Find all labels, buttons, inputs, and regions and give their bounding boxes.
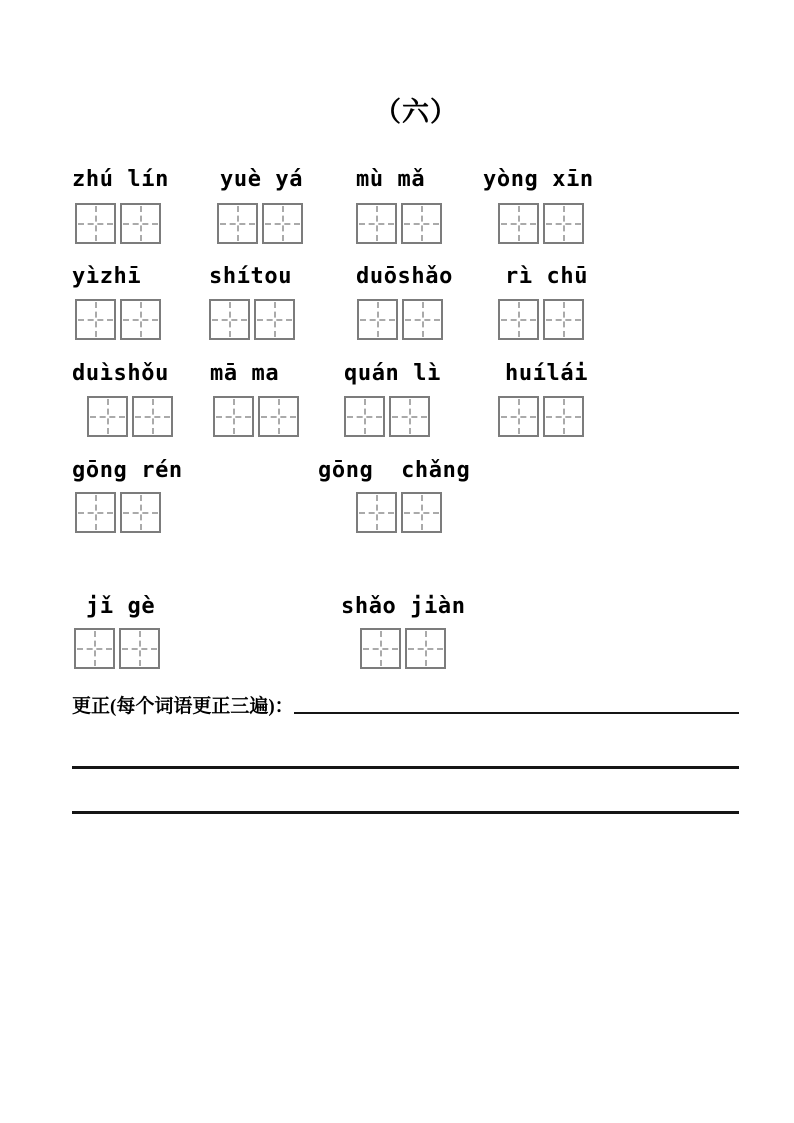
writing-box: [498, 203, 539, 244]
correction-label: 更正(每个词语更正三遍)：: [72, 696, 294, 717]
writing-box-pair: [75, 203, 161, 244]
writing-box: [357, 299, 398, 340]
writing-box-pair: [356, 203, 442, 244]
writing-box-pair: [75, 492, 161, 533]
pinyin-label: yuè yá: [220, 167, 304, 192]
writing-box: [120, 203, 161, 244]
pinyin-label: jǐ gè: [86, 594, 156, 619]
pinyin-label: yòng xīn: [483, 167, 594, 192]
writing-box-pair: [360, 628, 446, 669]
page-title: （六）: [374, 97, 458, 127]
pinyin-label: shǎo jiàn: [341, 594, 466, 619]
pinyin-label: quán lì: [344, 361, 441, 386]
writing-box: [254, 299, 295, 340]
writing-box-pair: [498, 396, 584, 437]
writing-box: [213, 396, 254, 437]
writing-box: [119, 628, 160, 669]
writing-box-pair: [344, 396, 430, 437]
writing-box-pair: [75, 299, 161, 340]
writing-box-pair: [209, 299, 295, 340]
pinyin-label: yìzhī: [72, 264, 142, 289]
writing-box-pair: [498, 299, 584, 340]
writing-box: [356, 203, 397, 244]
writing-box-pair: [213, 396, 299, 437]
writing-box: [74, 628, 115, 669]
pinyin-label: mā ma: [210, 361, 280, 386]
pinyin-label: duōshǎo: [356, 264, 453, 289]
writing-box: [132, 396, 173, 437]
writing-box-pair: [357, 299, 443, 340]
answer-line-1: [72, 766, 739, 769]
writing-box: [405, 628, 446, 669]
writing-box-pair: [87, 396, 173, 437]
writing-box: [344, 396, 385, 437]
writing-box: [217, 203, 258, 244]
writing-box: [498, 396, 539, 437]
writing-box: [401, 203, 442, 244]
writing-box: [402, 299, 443, 340]
pinyin-label: shítou: [209, 264, 293, 289]
writing-box: [87, 396, 128, 437]
writing-box: [120, 299, 161, 340]
writing-box: [120, 492, 161, 533]
writing-box: [498, 299, 539, 340]
writing-box: [258, 396, 299, 437]
writing-box: [75, 492, 116, 533]
writing-box-pair: [217, 203, 303, 244]
writing-box: [543, 299, 584, 340]
writing-box-pair: [356, 492, 442, 533]
correction-underline: [294, 712, 739, 714]
answer-line-2: [72, 811, 739, 814]
pinyin-label: zhú lín: [72, 167, 169, 192]
writing-box-pair: [498, 203, 584, 244]
pinyin-label: gōng chǎng: [318, 458, 471, 483]
writing-box: [543, 396, 584, 437]
writing-box: [401, 492, 442, 533]
writing-box: [75, 203, 116, 244]
writing-box: [360, 628, 401, 669]
writing-box: [543, 203, 584, 244]
writing-box: [389, 396, 430, 437]
pinyin-label: rì chū: [505, 264, 589, 289]
pinyin-label: mù mǎ: [356, 167, 426, 192]
writing-box: [356, 492, 397, 533]
pinyin-label: huílái: [505, 361, 589, 386]
pinyin-label: gōng rén: [72, 458, 183, 483]
writing-box-pair: [74, 628, 160, 669]
writing-box: [209, 299, 250, 340]
writing-box: [75, 299, 116, 340]
pinyin-label: duìshǒu: [72, 361, 169, 386]
writing-box: [262, 203, 303, 244]
